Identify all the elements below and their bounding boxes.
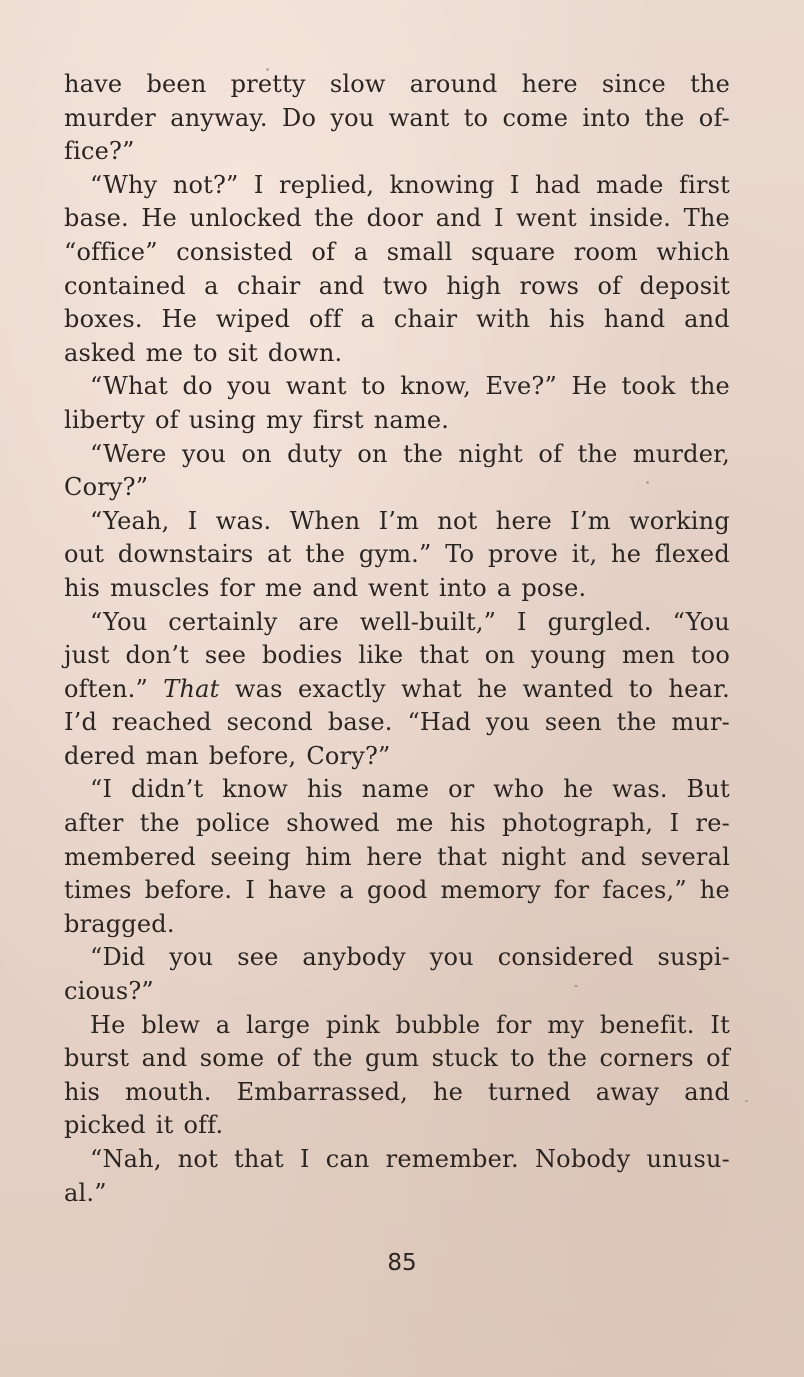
word: his	[449, 809, 486, 838]
word: That	[163, 674, 220, 703]
word: here	[495, 506, 552, 535]
word: the	[547, 1044, 588, 1073]
word: downstairs	[117, 540, 254, 569]
text-line	[64, 639, 730, 673]
word: “Were	[90, 439, 167, 468]
text-line	[64, 370, 730, 404]
text-line	[64, 606, 730, 640]
word: He	[161, 305, 198, 334]
word: do	[182, 372, 213, 401]
book-page-text	[64, 68, 730, 1210]
word: certainly	[168, 607, 278, 636]
word: mur-	[671, 708, 730, 737]
word: working	[629, 506, 730, 535]
word: you	[181, 439, 227, 468]
word: to	[361, 372, 386, 401]
word: just	[64, 641, 110, 670]
word: “You	[672, 607, 730, 636]
word: a	[496, 573, 512, 602]
word: bodies	[261, 641, 343, 670]
word: him	[305, 842, 352, 871]
word: and	[435, 204, 482, 233]
word: to	[463, 103, 489, 132]
word: too	[690, 641, 730, 670]
word: chair	[393, 305, 458, 334]
word: chair	[237, 271, 301, 300]
word: muscles	[110, 573, 210, 602]
word: off	[308, 305, 342, 334]
word: it	[155, 1111, 174, 1140]
word: well-built,”	[359, 607, 497, 636]
paper-speck	[574, 985, 578, 987]
word: man	[145, 741, 199, 770]
word: he	[477, 674, 508, 703]
word: “You	[90, 607, 148, 636]
word: not	[177, 1145, 218, 1173]
word: it,	[571, 540, 598, 569]
word: into	[438, 573, 487, 602]
word: bubble	[395, 1010, 481, 1039]
word: door	[366, 204, 424, 233]
word: see	[204, 641, 247, 670]
word: a	[353, 237, 369, 266]
word: that	[234, 1145, 284, 1173]
word: sit	[227, 338, 258, 367]
word: of	[155, 405, 179, 434]
word: that	[419, 641, 469, 670]
word: to	[193, 338, 218, 367]
word: hear.	[668, 674, 730, 703]
word: “What	[90, 372, 169, 401]
word: what	[401, 674, 462, 703]
word: young	[530, 641, 607, 670]
text-line	[64, 1042, 730, 1076]
text-line	[64, 169, 730, 203]
word: unlocked	[189, 204, 302, 233]
word: first	[312, 405, 364, 434]
word: dered	[64, 741, 136, 770]
word: for	[496, 1010, 532, 1039]
word: down.	[267, 338, 343, 367]
word: a	[215, 1010, 231, 1039]
word: anybody	[302, 943, 406, 972]
word: I	[253, 170, 264, 199]
word: Do	[282, 103, 317, 132]
word: I	[493, 204, 504, 233]
word: remember.	[385, 1145, 519, 1173]
word: “Nah,	[90, 1145, 162, 1173]
word: you	[429, 943, 474, 972]
paper-speck	[266, 68, 269, 71]
text-line	[64, 1177, 730, 1211]
word: Cory?”	[306, 741, 391, 770]
word: I	[669, 809, 680, 838]
word: name	[361, 775, 430, 804]
word: had	[535, 170, 581, 199]
word: room	[573, 237, 638, 266]
word: you	[227, 372, 272, 401]
word: away	[595, 1077, 660, 1106]
word: night	[501, 842, 567, 871]
word: me	[145, 338, 184, 367]
word: the	[577, 439, 618, 468]
word: I’m	[570, 506, 611, 535]
text-line	[64, 68, 730, 102]
word: blew	[141, 1010, 200, 1039]
word: al.”	[64, 1178, 107, 1207]
word: of	[706, 1044, 730, 1073]
word: and	[684, 1077, 730, 1106]
word: men	[622, 641, 676, 670]
word: large	[246, 1010, 311, 1039]
word: he	[699, 876, 730, 905]
word: stuck	[431, 1044, 499, 1073]
word: Cory?”	[64, 473, 149, 502]
word: know,	[400, 372, 472, 401]
word: into	[582, 103, 631, 132]
word: for	[553, 876, 590, 905]
word: bragged.	[64, 909, 175, 938]
word: corners	[599, 1044, 694, 1073]
word: on	[241, 439, 272, 468]
word: gum	[365, 1044, 420, 1073]
word: To	[445, 540, 475, 569]
word: went	[516, 204, 577, 233]
text-line	[64, 908, 730, 942]
word: the	[139, 809, 180, 838]
text-line	[64, 236, 730, 270]
word: not?”	[172, 170, 239, 199]
text-line	[64, 303, 730, 337]
word: pink	[326, 1010, 380, 1039]
text-line	[64, 941, 730, 975]
word: showed	[286, 809, 380, 838]
word: the	[314, 204, 355, 233]
word: didn’t	[131, 775, 204, 804]
word: seeing	[210, 842, 291, 871]
text-line	[64, 1009, 730, 1043]
word: been	[146, 70, 207, 98]
word: Eve?”	[485, 372, 557, 401]
word: of-	[698, 103, 730, 132]
page-number: 85	[387, 1250, 417, 1276]
word: gym.”	[358, 540, 432, 569]
word: base.	[327, 708, 393, 737]
text-line	[64, 1076, 730, 1110]
word: have	[268, 876, 327, 905]
word: using	[188, 405, 257, 434]
text-line	[64, 841, 730, 875]
word: inside.	[589, 204, 672, 233]
word: since	[601, 70, 666, 98]
word: “Why	[90, 170, 158, 199]
word: the	[644, 103, 685, 132]
text-line	[64, 438, 730, 472]
word: he	[611, 540, 642, 569]
word: picked	[64, 1111, 146, 1140]
word: But	[686, 775, 730, 804]
word: of	[597, 271, 622, 300]
word: two	[382, 271, 429, 300]
word: first	[678, 170, 730, 199]
word: after	[64, 809, 124, 838]
word: made	[596, 170, 664, 199]
word: and	[580, 842, 627, 871]
word: want	[285, 372, 347, 401]
word: rows	[519, 271, 580, 300]
word: here	[521, 70, 578, 98]
word: second	[226, 708, 313, 737]
text-line	[64, 270, 730, 304]
word: replied,	[279, 170, 375, 199]
word: Embarrassed,	[236, 1077, 409, 1106]
word: to	[628, 674, 654, 703]
word: suspi-	[657, 943, 730, 972]
word: was.	[215, 506, 272, 535]
word: “Had	[407, 708, 472, 737]
word: deposit	[639, 271, 730, 300]
word: pretty	[230, 70, 306, 98]
word: duty	[287, 439, 342, 468]
word: was	[234, 674, 283, 703]
word: you	[169, 943, 214, 972]
word: The	[683, 204, 730, 233]
word: out	[64, 540, 105, 569]
word: prove	[487, 540, 558, 569]
word: the	[312, 1044, 353, 1073]
word: unusu-	[646, 1145, 730, 1173]
word: slow	[329, 70, 386, 98]
word: the	[305, 540, 346, 569]
word: of	[276, 1044, 301, 1073]
word: off.	[183, 1111, 224, 1140]
word: mouth.	[125, 1077, 212, 1106]
word: not	[437, 506, 478, 535]
word: his	[64, 1077, 101, 1106]
text-line	[64, 706, 730, 740]
word: around	[409, 70, 498, 98]
word: with	[476, 305, 531, 334]
word: small	[386, 237, 453, 266]
word: flexed	[654, 540, 730, 569]
text-line	[64, 471, 730, 505]
word: hand	[603, 305, 666, 334]
word: my	[547, 1010, 585, 1039]
word: on	[484, 641, 516, 670]
word: for	[219, 573, 256, 602]
word: I	[517, 607, 527, 636]
text-line	[64, 773, 730, 807]
word: before.	[144, 876, 233, 905]
word: a	[204, 271, 219, 300]
word: gurgled.	[547, 607, 652, 636]
word: I	[187, 506, 198, 535]
word: like	[358, 641, 404, 670]
word: his	[64, 573, 101, 602]
word: night	[458, 439, 524, 468]
word: “Did	[90, 943, 146, 972]
text-line	[64, 1143, 730, 1177]
word: I’d	[64, 708, 98, 737]
word: contained	[64, 271, 186, 300]
word: who	[493, 775, 545, 804]
word: consisted	[176, 237, 293, 266]
paper-speck	[646, 481, 649, 484]
paper-speck	[745, 1100, 748, 1102]
text-line	[64, 1109, 730, 1143]
word: his	[306, 775, 343, 804]
word: often.”	[64, 674, 148, 703]
word: several	[640, 842, 730, 871]
word: “I	[90, 775, 113, 804]
word: wanted	[522, 674, 614, 703]
word: you	[485, 708, 531, 737]
text-line	[64, 505, 730, 539]
word: cious?”	[64, 977, 154, 1006]
word: boxes.	[64, 305, 143, 334]
word: and	[684, 305, 730, 334]
word: seen	[544, 708, 602, 737]
word: exactly	[297, 674, 386, 703]
word: reached	[111, 708, 212, 737]
text-line	[64, 807, 730, 841]
word: a	[360, 305, 376, 334]
word: It	[710, 1010, 730, 1039]
word: a	[339, 876, 354, 905]
word: police	[195, 809, 270, 838]
word: “office”	[64, 237, 158, 266]
text-line	[64, 740, 730, 774]
word: the	[616, 708, 657, 737]
word: the	[690, 372, 730, 401]
word: me	[396, 809, 434, 838]
word: “Yeah,	[90, 506, 170, 535]
word: his	[549, 305, 586, 334]
text-line	[64, 404, 730, 438]
word: are	[298, 607, 339, 636]
text-line	[64, 572, 730, 606]
word: come	[502, 103, 569, 132]
word: he	[432, 1077, 464, 1106]
word: burst	[64, 1044, 130, 1073]
word: He	[571, 372, 608, 401]
word: He	[141, 204, 177, 233]
word: considered	[497, 943, 634, 972]
word: of	[538, 439, 563, 468]
word: he	[563, 775, 594, 804]
word: He	[90, 1010, 126, 1039]
word: benefit.	[599, 1010, 695, 1039]
word: times	[64, 876, 132, 905]
text-line	[64, 975, 730, 1009]
word: high	[446, 271, 502, 300]
word: before,	[208, 741, 297, 770]
word: knowing	[389, 170, 495, 199]
word: was.	[612, 775, 668, 804]
word: and	[141, 1044, 188, 1073]
word: memory	[440, 876, 541, 905]
word: turned	[487, 1077, 571, 1106]
word: faces,”	[602, 876, 687, 905]
word: photograph,	[502, 809, 654, 838]
word: you	[330, 103, 375, 132]
word: pose.	[521, 573, 587, 602]
word: square	[471, 237, 556, 266]
text-line	[64, 202, 730, 236]
word: know	[222, 775, 288, 804]
word: I	[509, 170, 520, 199]
word: I	[245, 876, 255, 905]
word: liberty	[64, 405, 145, 434]
word: went	[368, 573, 429, 602]
word: of	[311, 237, 336, 266]
word: fice?”	[64, 137, 135, 166]
word: and	[318, 271, 365, 300]
text-line	[64, 874, 730, 908]
word: some	[199, 1044, 265, 1073]
word: have	[64, 70, 123, 98]
word: re-	[695, 809, 730, 838]
word: can	[325, 1145, 370, 1173]
word: the	[690, 70, 730, 98]
text-line	[64, 102, 730, 136]
word: or	[448, 775, 475, 804]
word: Nobody	[534, 1145, 631, 1173]
word: to	[510, 1044, 535, 1073]
word: my	[266, 405, 303, 434]
text-line	[64, 337, 730, 371]
word: murder,	[632, 439, 730, 468]
word: good	[366, 876, 428, 905]
word: and	[312, 573, 359, 602]
text-line	[64, 135, 730, 169]
word: base.	[64, 204, 129, 233]
word: that	[437, 842, 487, 871]
word: anyway.	[170, 103, 268, 132]
word: on	[357, 439, 388, 468]
text-line	[64, 673, 730, 707]
word: here	[366, 842, 423, 871]
word: the	[403, 439, 443, 468]
word: want	[388, 103, 450, 132]
word: I	[299, 1145, 310, 1173]
word: membered	[64, 842, 196, 871]
word: which	[656, 237, 730, 266]
word: wiped	[215, 305, 291, 334]
word: murder	[64, 103, 156, 132]
word: I’m	[378, 506, 420, 535]
word: me	[265, 573, 303, 602]
word: see	[237, 943, 279, 972]
word: took	[621, 372, 676, 401]
word: at	[267, 540, 292, 569]
word: name.	[373, 405, 450, 434]
word: When	[289, 506, 361, 535]
text-line	[64, 538, 730, 572]
word: asked	[64, 338, 136, 367]
word: don’t	[125, 641, 190, 670]
